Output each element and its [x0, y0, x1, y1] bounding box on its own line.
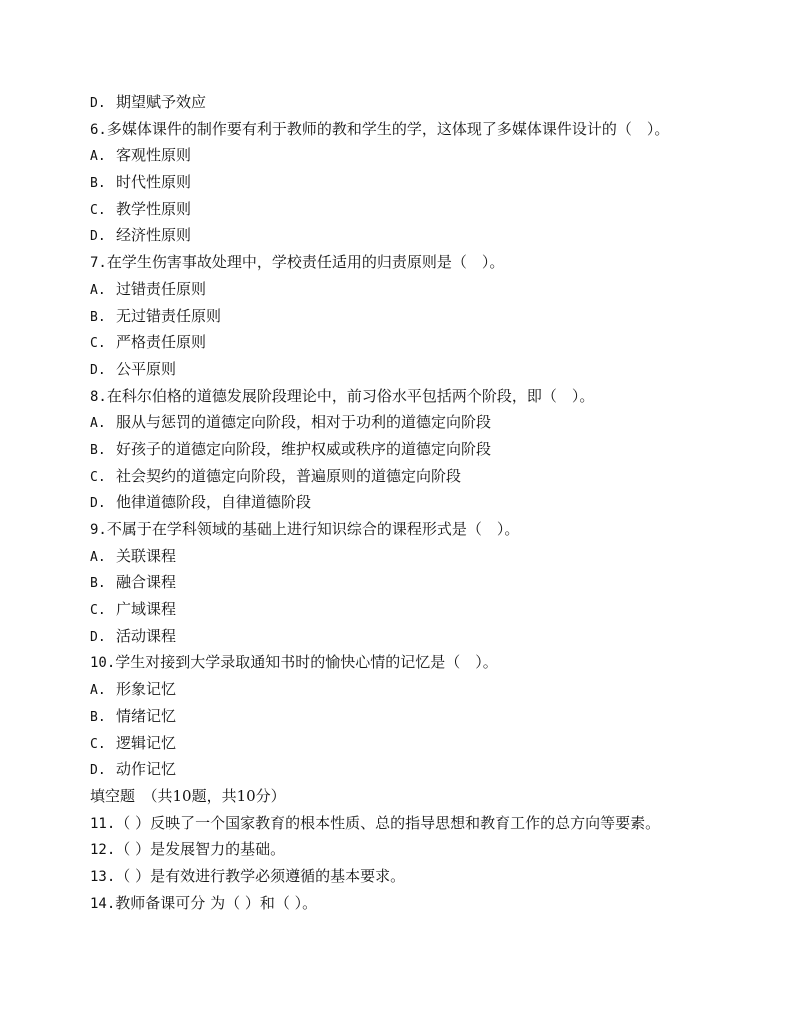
- option-letter: B.: [90, 309, 106, 325]
- question-text: （ ）是发展智力的基础。: [115, 840, 286, 859]
- option-letter: B.: [90, 709, 106, 725]
- question-stem: [90, 116, 750, 143]
- answer-option: [90, 303, 750, 330]
- question-text: 多媒体课件的制作要有利于教师的教和学生的学，这体现了多媒体课件设计的（ ）。: [106, 119, 670, 138]
- option-text: 情绪记忆: [116, 706, 177, 725]
- option-letter: D.: [90, 763, 106, 779]
- answer-option: [90, 222, 750, 249]
- option-letter: A.: [90, 549, 106, 565]
- option-letter: D.: [90, 96, 106, 111]
- option-text: 融合课程: [116, 573, 177, 592]
- option-text: 过错责任原则: [116, 279, 207, 298]
- option-text: 逻辑记忆: [116, 733, 177, 752]
- option-text: 教学性原则: [116, 199, 192, 218]
- answer-option: [90, 596, 750, 623]
- answer-option: [90, 543, 750, 570]
- option-text: 关联课程: [116, 546, 177, 565]
- question-number: 11.: [90, 815, 116, 832]
- option-text: 动作记忆: [116, 760, 177, 779]
- option-text: 形象记忆: [116, 680, 177, 699]
- question-text: 学生对接到大学录取通知书时的愉快心情的记忆是（ ）。: [115, 653, 498, 672]
- question-text: 在科尔伯格的道德发展阶段理论中，前习俗水平包括两个阶段，即（ ）。: [106, 386, 595, 405]
- answer-option: [90, 356, 750, 383]
- question-stem: [90, 836, 750, 863]
- exam-page: [90, 89, 750, 916]
- question-number: 7.: [90, 255, 107, 272]
- option-letter: A.: [90, 282, 106, 298]
- option-letter: A.: [90, 149, 106, 165]
- answer-option: [90, 142, 750, 169]
- question-number: 10.: [90, 655, 116, 672]
- question-stem: [90, 863, 750, 890]
- answer-option: [90, 703, 750, 730]
- option-letter: D.: [90, 496, 106, 512]
- option-text: 服从与惩罚的道德定向阶段，相对于功利的道德定向阶段: [116, 413, 492, 432]
- question-number: 13.: [90, 868, 116, 885]
- option-letter: C.: [90, 469, 106, 485]
- question-text: 在学生伤害事故处理中，学校责任适用的归责原则是（ ）。: [106, 253, 505, 272]
- option-letter: C.: [90, 736, 106, 752]
- option-text: 活动课程: [116, 626, 177, 645]
- option-letter: C.: [90, 336, 106, 352]
- question-text: 不属于在学科领域的基础上进行知识综合的课程形式是（ ）。: [106, 520, 520, 538]
- question-stem: [90, 249, 750, 276]
- answer-option: [90, 329, 750, 356]
- answer-option: [90, 756, 750, 783]
- option-text: 好孩子的道德定向阶段，维护权威或秩序的道德定向阶段: [116, 439, 492, 458]
- option-text: 经济性原则: [116, 226, 192, 245]
- answer-option: [90, 196, 750, 223]
- answer-option: [90, 409, 750, 436]
- question-stem: [90, 383, 750, 410]
- question-text: 教师备课可分 为（ ）和（ ）。: [115, 893, 318, 912]
- answer-option: [90, 89, 750, 116]
- option-text: 他律道德阶段，自律道德阶段: [116, 493, 312, 512]
- option-text: 期望赋予效应: [116, 93, 207, 111]
- option-text: 广域课程: [116, 600, 177, 619]
- question-text: （ ）反映了一个国家教育的根本性质、总的指导思想和教育工作的总方向等要素。: [115, 813, 661, 832]
- question-number: 9.: [90, 522, 107, 538]
- answer-option: [90, 463, 750, 490]
- answer-option: [90, 569, 750, 596]
- question-number: 8.: [90, 388, 107, 405]
- question-stem: [90, 810, 750, 837]
- option-text: 客观性原则: [116, 146, 192, 165]
- option-letter: B.: [90, 442, 106, 458]
- section-title: 填空题 （共10题，共10分）: [90, 786, 286, 805]
- answer-option: [90, 489, 750, 516]
- option-letter: D.: [90, 362, 106, 378]
- option-letter: B.: [90, 576, 106, 592]
- option-letter: C.: [90, 202, 106, 218]
- answer-option: [90, 676, 750, 703]
- question-stem: [90, 516, 750, 543]
- question-number: 12.: [90, 842, 116, 859]
- option-text: 社会契约的道德定向阶段，普遍原则的道德定向阶段: [116, 466, 462, 485]
- answer-option: [90, 436, 750, 463]
- option-letter: A.: [90, 416, 106, 432]
- option-text: 无过错责任原则: [116, 306, 222, 325]
- section-heading: [90, 783, 750, 810]
- option-letter: C.: [90, 603, 106, 619]
- question-stem: [90, 649, 750, 676]
- question-number: 14.: [90, 895, 116, 912]
- answer-option: [90, 623, 750, 650]
- option-letter: A.: [90, 683, 106, 699]
- question-text: （ ）是有效进行教学必须遵循的基本要求。: [115, 866, 406, 885]
- question-stem: [90, 890, 750, 917]
- option-letter: B.: [90, 176, 106, 192]
- answer-option: [90, 169, 750, 196]
- option-text: 时代性原则: [116, 173, 192, 192]
- option-text: 严格责任原则: [116, 333, 207, 352]
- answer-option: [90, 730, 750, 757]
- option-letter: D.: [90, 229, 106, 245]
- option-text: 公平原则: [116, 359, 177, 378]
- answer-option: [90, 276, 750, 303]
- question-number: 6.: [90, 121, 107, 138]
- option-letter: D.: [90, 629, 106, 645]
